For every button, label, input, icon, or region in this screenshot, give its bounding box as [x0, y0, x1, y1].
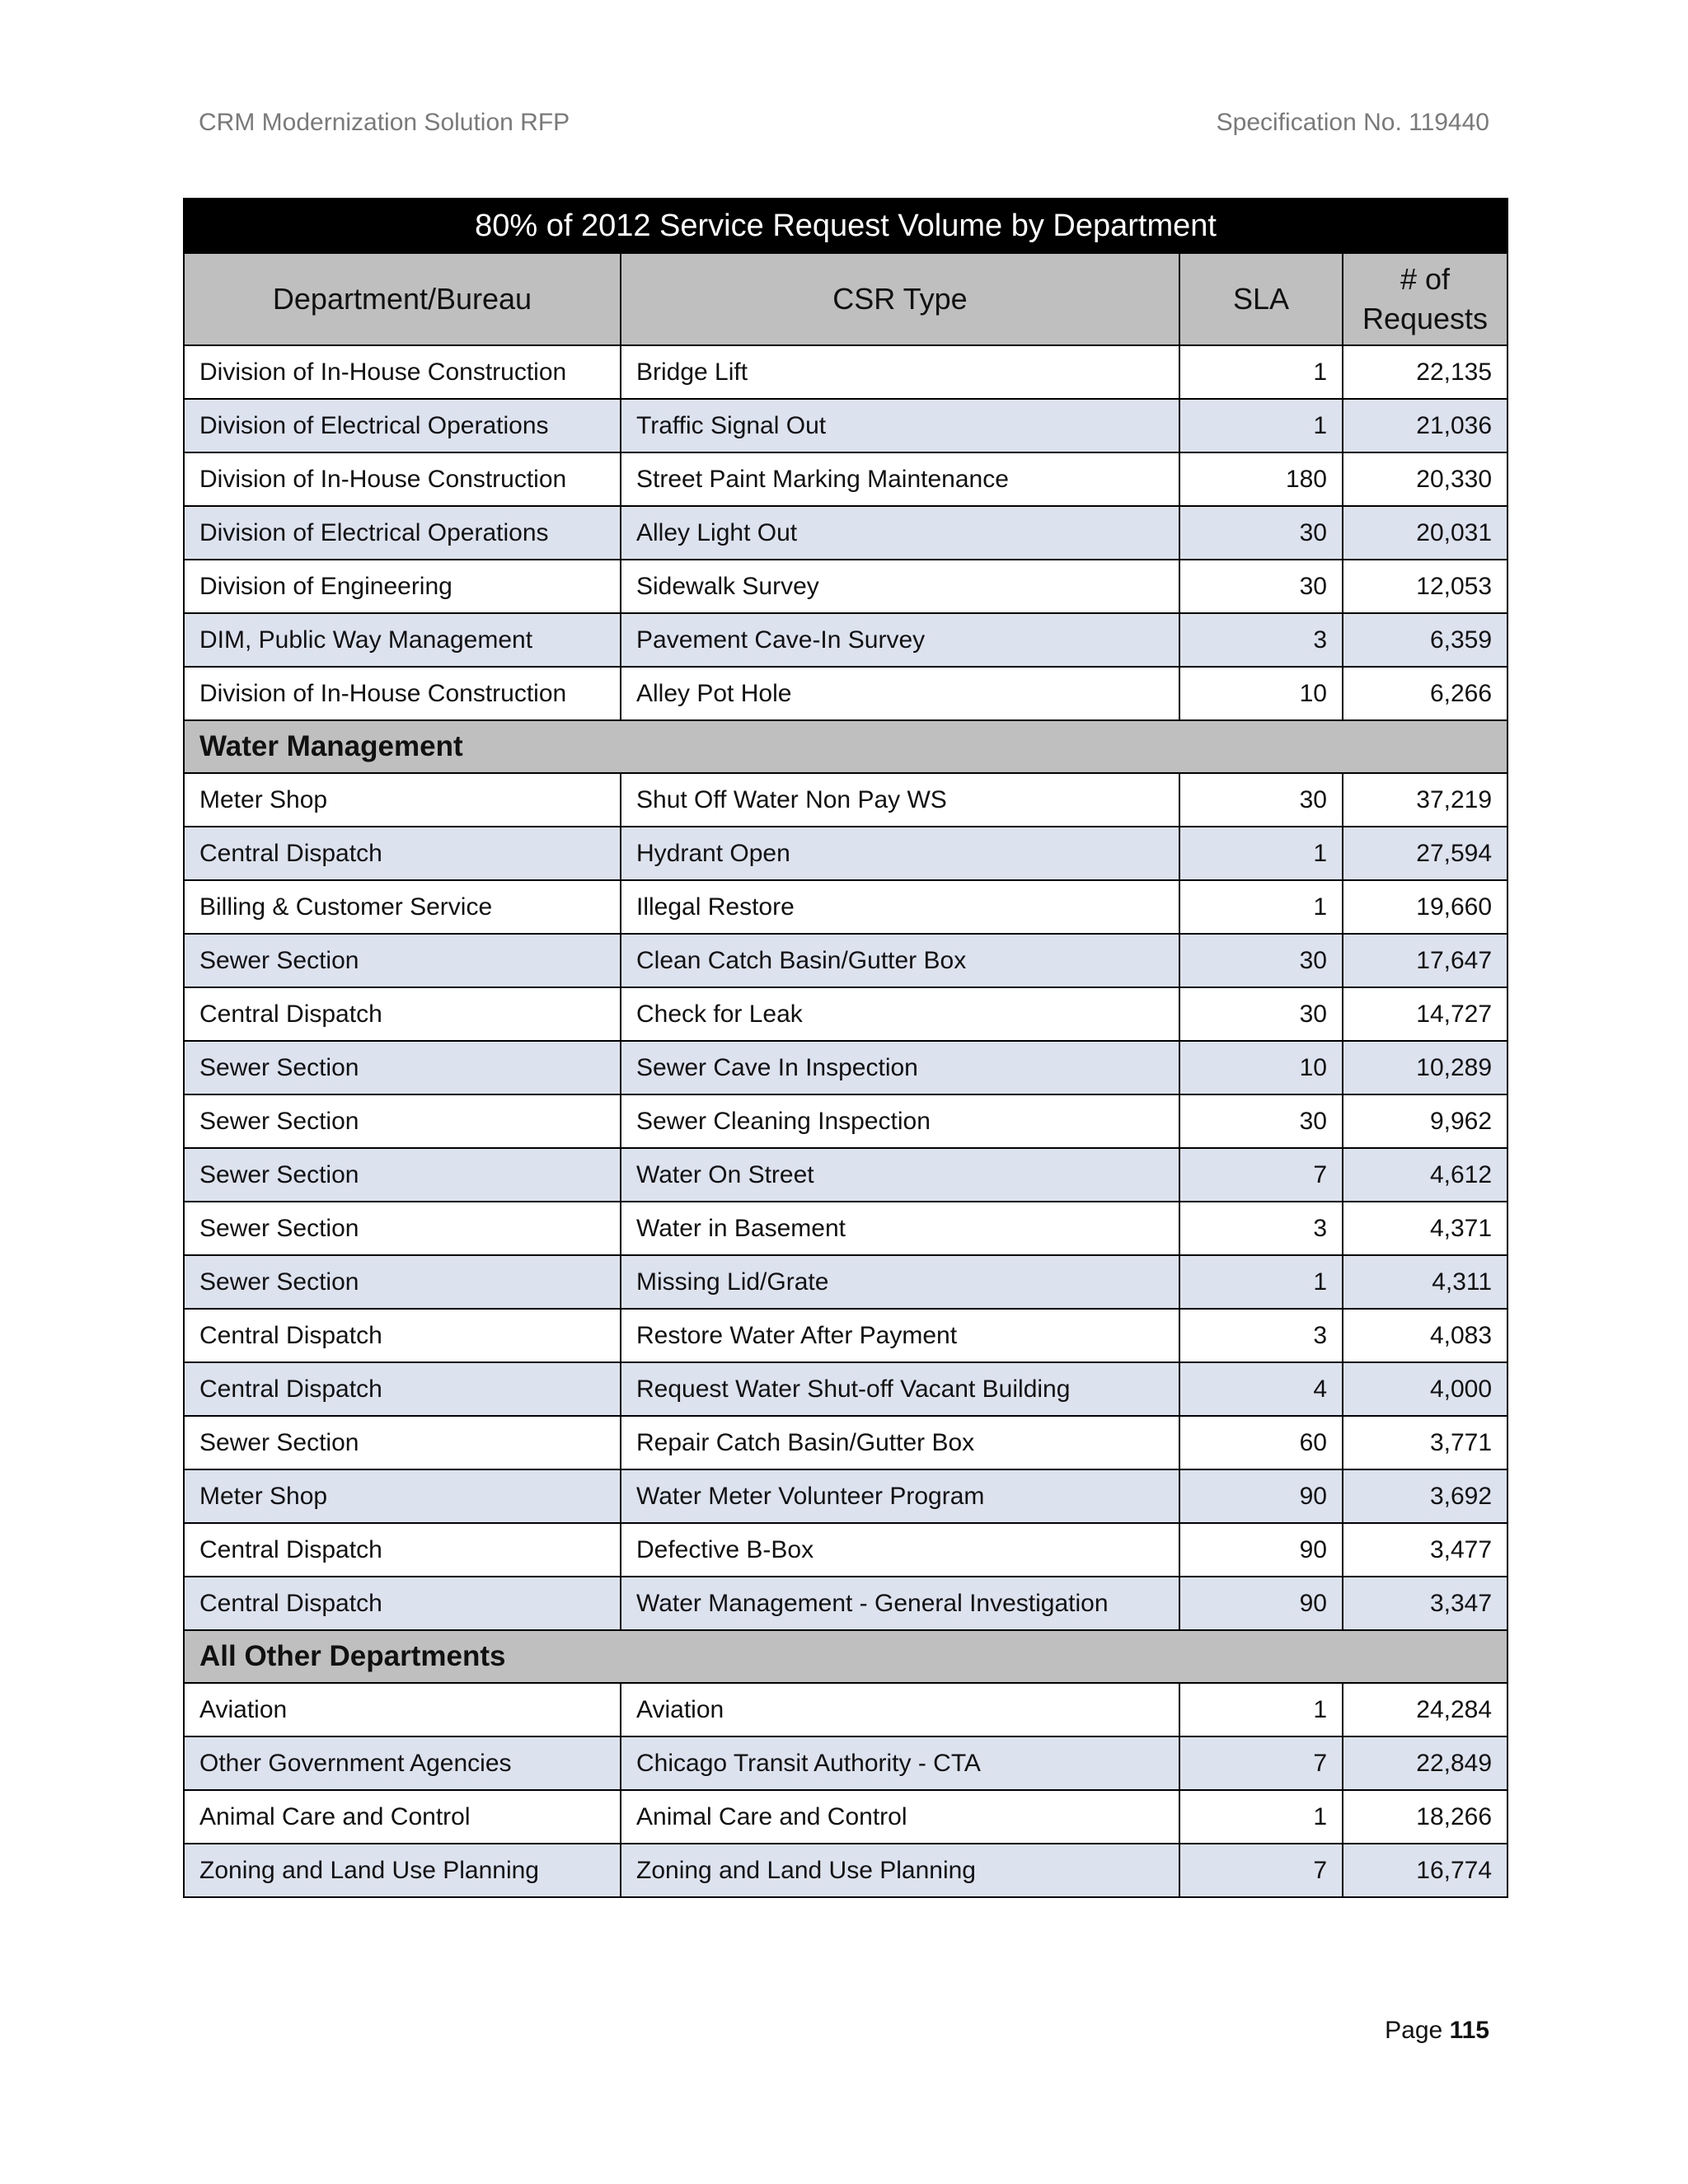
- csr-type-cell: Chicago Transit Authority - CTA: [621, 1736, 1179, 1790]
- sla-cell: 1: [1179, 345, 1343, 399]
- sla-cell: 30: [1179, 934, 1343, 987]
- sla-cell: 180: [1179, 452, 1343, 506]
- table-row: [184, 1523, 1507, 1577]
- column-header-requests: [1343, 253, 1507, 345]
- requests-cell: 9,962: [1343, 1094, 1507, 1148]
- department-cell: DIM, Public Way Management: [184, 613, 621, 667]
- requests-cell: 27,594: [1343, 827, 1507, 880]
- table-row: [184, 1041, 1507, 1094]
- csr-type-cell: Check for Leak: [621, 987, 1179, 1041]
- department-cell: Animal Care and Control: [184, 1790, 621, 1844]
- section-header-all-other-departments: [184, 1630, 1507, 1683]
- csr-type-cell: Water On Street: [621, 1148, 1179, 1202]
- csr-type-cell: Defective B-Box: [621, 1523, 1179, 1577]
- sla-cell: 90: [1179, 1523, 1343, 1577]
- document-title: CRM Modernization Solution RFP: [199, 109, 570, 136]
- sla-cell: 30: [1179, 506, 1343, 560]
- sla-cell: 7: [1179, 1736, 1343, 1790]
- csr-type-cell: Hydrant Open: [621, 827, 1179, 880]
- department-cell: Division of Electrical Operations: [184, 506, 621, 560]
- requests-cell: 22,135: [1343, 345, 1507, 399]
- department-cell: Division of Electrical Operations: [184, 399, 621, 452]
- requests-cell: 10,289: [1343, 1041, 1507, 1094]
- csr-type-cell: Aviation: [621, 1683, 1179, 1736]
- requests-cell: 6,266: [1343, 667, 1507, 720]
- table-row: [184, 827, 1507, 880]
- table-row: [184, 506, 1507, 560]
- sla-cell: 90: [1179, 1577, 1343, 1630]
- department-cell: Division of In-House Construction: [184, 345, 621, 399]
- sla-cell: 30: [1179, 1094, 1343, 1148]
- table-row: [184, 1148, 1507, 1202]
- service-request-volume-table: [183, 198, 1508, 1898]
- csr-type-cell: Traffic Signal Out: [621, 399, 1179, 452]
- csr-type-cell: Illegal Restore: [621, 880, 1179, 934]
- department-cell: Central Dispatch: [184, 1577, 621, 1630]
- department-cell: Central Dispatch: [184, 1523, 621, 1577]
- department-cell: Sewer Section: [184, 1148, 621, 1202]
- sla-cell: 7: [1179, 1148, 1343, 1202]
- department-cell: Zoning and Land Use Planning: [184, 1844, 621, 1897]
- table-title-row: [184, 199, 1507, 253]
- table-row: [184, 1683, 1507, 1736]
- csr-type-cell: Pavement Cave-In Survey: [621, 613, 1179, 667]
- sla-cell: 3: [1179, 1202, 1343, 1255]
- table-row: [184, 1416, 1507, 1469]
- requests-cell: 37,219: [1343, 773, 1507, 827]
- requests-cell: 17,647: [1343, 934, 1507, 987]
- table-row: [184, 1362, 1507, 1416]
- table-header-row: [184, 253, 1507, 345]
- csr-type-cell: Request Water Shut-off Vacant Building: [621, 1362, 1179, 1416]
- department-cell: Meter Shop: [184, 773, 621, 827]
- column-header-requests-line1: # of: [1400, 262, 1451, 296]
- department-cell: Billing & Customer Service: [184, 880, 621, 934]
- requests-cell: 4,000: [1343, 1362, 1507, 1416]
- requests-cell: 18,266: [1343, 1790, 1507, 1844]
- department-cell: Sewer Section: [184, 1041, 621, 1094]
- requests-cell: 21,036: [1343, 399, 1507, 452]
- csr-type-cell: Restore Water After Payment: [621, 1309, 1179, 1362]
- csr-type-cell: Water in Basement: [621, 1202, 1179, 1255]
- requests-cell: 16,774: [1343, 1844, 1507, 1897]
- department-cell: Sewer Section: [184, 1255, 621, 1309]
- requests-cell: 14,727: [1343, 987, 1507, 1041]
- table-row: [184, 1255, 1507, 1309]
- sla-cell: 90: [1179, 1469, 1343, 1523]
- requests-cell: 4,311: [1343, 1255, 1507, 1309]
- sla-cell: 7: [1179, 1844, 1343, 1897]
- table-row: [184, 1790, 1507, 1844]
- specification-number: Specification No. 119440: [1216, 109, 1489, 136]
- requests-cell: 20,031: [1343, 506, 1507, 560]
- requests-cell: 12,053: [1343, 560, 1507, 613]
- requests-cell: 6,359: [1343, 613, 1507, 667]
- csr-type-cell: Clean Catch Basin/Gutter Box: [621, 934, 1179, 987]
- csr-type-cell: Alley Light Out: [621, 506, 1179, 560]
- sla-cell: 60: [1179, 1416, 1343, 1469]
- section-label: All Other Departments: [184, 1630, 1507, 1683]
- sla-cell: 3: [1179, 613, 1343, 667]
- csr-type-cell: Alley Pot Hole: [621, 667, 1179, 720]
- department-cell: Central Dispatch: [184, 1362, 621, 1416]
- section-label: Water Management: [184, 720, 1507, 773]
- sla-cell: 10: [1179, 667, 1343, 720]
- sla-cell: 1: [1179, 1255, 1343, 1309]
- requests-cell: 4,612: [1343, 1148, 1507, 1202]
- requests-cell: 24,284: [1343, 1683, 1507, 1736]
- sla-cell: 1: [1179, 880, 1343, 934]
- table-row: [184, 1202, 1507, 1255]
- requests-cell: 22,849: [1343, 1736, 1507, 1790]
- requests-cell: 3,771: [1343, 1416, 1507, 1469]
- sla-cell: 30: [1179, 560, 1343, 613]
- department-cell: Division of Engineering: [184, 560, 621, 613]
- table-row: [184, 1469, 1507, 1523]
- table-row: [184, 880, 1507, 934]
- sla-cell: 1: [1179, 827, 1343, 880]
- table-row: [184, 345, 1507, 399]
- department-cell: Sewer Section: [184, 934, 621, 987]
- csr-type-cell: Sewer Cleaning Inspection: [621, 1094, 1179, 1148]
- requests-cell: 4,083: [1343, 1309, 1507, 1362]
- csr-type-cell: Zoning and Land Use Planning: [621, 1844, 1179, 1897]
- table-row: [184, 773, 1507, 827]
- sla-cell: 1: [1179, 399, 1343, 452]
- table-row: [184, 452, 1507, 506]
- sla-cell: 30: [1179, 987, 1343, 1041]
- department-cell: Sewer Section: [184, 1202, 621, 1255]
- department-cell: Other Government Agencies: [184, 1736, 621, 1790]
- department-cell: Division of In-House Construction: [184, 667, 621, 720]
- requests-cell: 19,660: [1343, 880, 1507, 934]
- requests-cell: 4,371: [1343, 1202, 1507, 1255]
- page-label: Page: [1385, 2017, 1443, 2044]
- table-row: [184, 399, 1507, 452]
- department-cell: Meter Shop: [184, 1469, 621, 1523]
- csr-type-cell: Water Management - General Investigation: [621, 1577, 1179, 1630]
- column-header-csr-type: CSR Type: [621, 253, 1179, 345]
- page-footer: [1385, 2017, 1489, 2045]
- page-number: 115: [1449, 2017, 1489, 2044]
- table-row: [184, 1309, 1507, 1362]
- column-header-department: Department/Bureau: [184, 253, 621, 345]
- column-header-sla: SLA: [1179, 253, 1343, 345]
- table-row: [184, 1736, 1507, 1790]
- requests-cell: 3,692: [1343, 1469, 1507, 1523]
- csr-type-cell: Sidewalk Survey: [621, 560, 1179, 613]
- table-row: [184, 987, 1507, 1041]
- section-header-water-management: [184, 720, 1507, 773]
- table-row: [184, 1577, 1507, 1630]
- sla-cell: 3: [1179, 1309, 1343, 1362]
- sla-cell: 1: [1179, 1790, 1343, 1844]
- csr-type-cell: Bridge Lift: [621, 345, 1179, 399]
- csr-type-cell: Missing Lid/Grate: [621, 1255, 1179, 1309]
- department-cell: Division of In-House Construction: [184, 452, 621, 506]
- page-header: [199, 109, 1489, 142]
- department-cell: Central Dispatch: [184, 987, 621, 1041]
- csr-type-cell: Water Meter Volunteer Program: [621, 1469, 1179, 1523]
- table-row: [184, 1844, 1507, 1897]
- requests-cell: 3,477: [1343, 1523, 1507, 1577]
- requests-cell: 3,347: [1343, 1577, 1507, 1630]
- department-cell: Sewer Section: [184, 1094, 621, 1148]
- csr-type-cell: Sewer Cave In Inspection: [621, 1041, 1179, 1094]
- department-cell: Central Dispatch: [184, 827, 621, 880]
- sla-cell: 30: [1179, 773, 1343, 827]
- sla-cell: 4: [1179, 1362, 1343, 1416]
- table-row: [184, 1094, 1507, 1148]
- table-row: [184, 934, 1507, 987]
- csr-type-cell: Repair Catch Basin/Gutter Box: [621, 1416, 1179, 1469]
- table-row: [184, 667, 1507, 720]
- csr-type-cell: Street Paint Marking Maintenance: [621, 452, 1179, 506]
- sla-cell: 10: [1179, 1041, 1343, 1094]
- csr-type-cell: Animal Care and Control: [621, 1790, 1179, 1844]
- column-header-requests-line2: Requests: [1362, 302, 1489, 335]
- table-title: 80% of 2012 Service Request Volume by Department: [184, 199, 1507, 253]
- csr-type-cell: Shut Off Water Non Pay WS: [621, 773, 1179, 827]
- table-row: [184, 613, 1507, 667]
- requests-cell: 20,330: [1343, 452, 1507, 506]
- department-cell: Sewer Section: [184, 1416, 621, 1469]
- sla-cell: 1: [1179, 1683, 1343, 1736]
- department-cell: Central Dispatch: [184, 1309, 621, 1362]
- table-row: [184, 560, 1507, 613]
- department-cell: Aviation: [184, 1683, 621, 1736]
